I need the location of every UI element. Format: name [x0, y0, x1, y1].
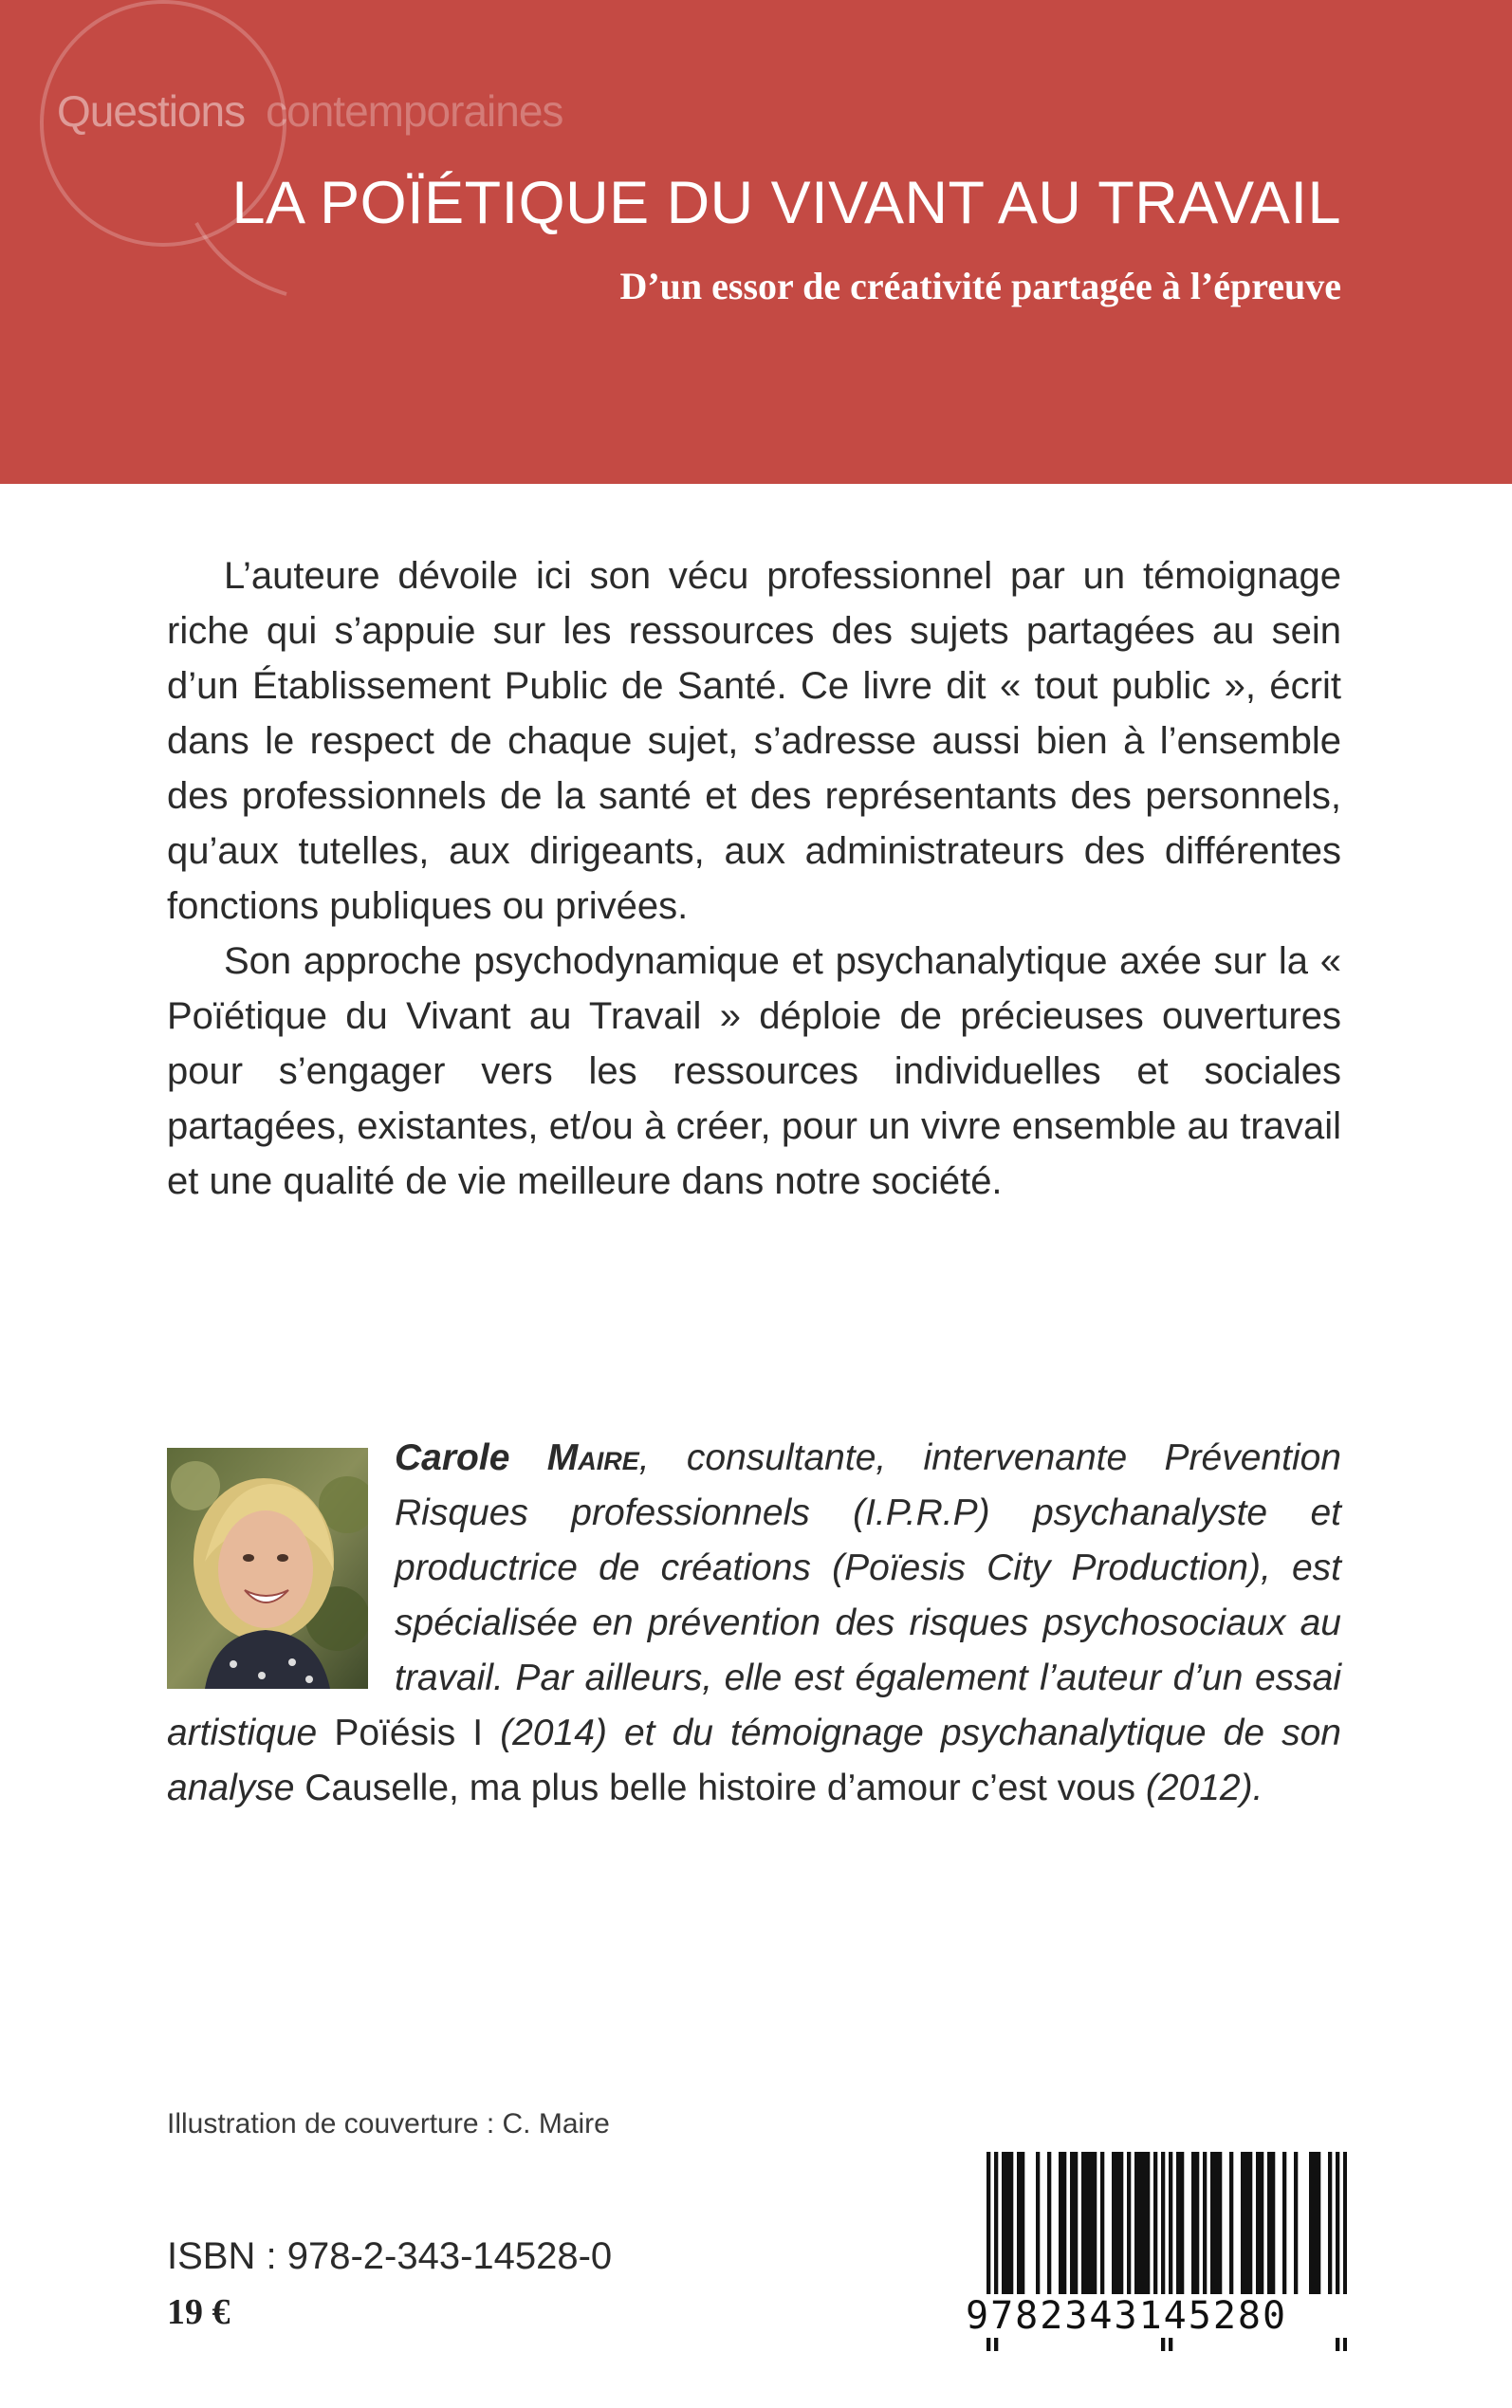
- bio-text-c: (2012).: [1135, 1768, 1263, 1808]
- price: 19 €: [167, 2292, 230, 2332]
- author-bio: [167, 1431, 1341, 1816]
- author-last-name: Maire: [546, 1437, 639, 1478]
- bio-text-a: , consultante, intervenante Prévention Risques professionnels (I.P.R.P) psychanalyste et productrice de créations (Poïesis City Production), est spécialisée en prévention des risques psychosociaux au travail. Par ailleurs, elle est également l’auteur d’un essai artistique: [167, 1437, 1341, 1753]
- blurb-paragraph-2: Son approche psychodynamique et psychanalytique axée sur la « Poïétique du Vivant au Travail » déploie de précieuses ouvertures pour s’engager vers les ressources individuelles et sociales partagées, existantes, et/ou à créer, pour un vivre ensemble au travail et une qualité de vie meilleure dans notre société.: [167, 940, 1341, 1202]
- author-first-name: Carole: [395, 1437, 510, 1478]
- back-cover-blurb: [167, 548, 1341, 1209]
- barcode-digits: 9782343145280: [966, 2294, 1347, 2338]
- cover-header: [0, 0, 1512, 484]
- q-letter-logo-icon: [21, 0, 305, 313]
- isbn: ISBN : 978-2-343-14528-0: [167, 2235, 613, 2277]
- collection-word-2: contemporaines: [266, 86, 563, 136]
- book-title: LA POÏÉTIQUE DU VIVANT AU TRAVAIL: [231, 170, 1341, 236]
- blurb-paragraph-1: L’auteure dévoile ici son vécu professionnel par un témoignage riche qui s’appuie sur les ressources des sujets partagées au sein d’un Établissement Public de Santé. Ce livre dit « tout public », écrit dans le respect de chaque sujet, s’adresse aussi bien à l’ensemble des professionnels de la santé et des représentants des personnels, qu’aux tutelles, aux dirigeants, aux administrateurs des différentes fonctions publiques ou privées.: [167, 555, 1341, 927]
- cover-illustration-credit: Illustration de couverture : C. Maire: [167, 2108, 610, 2139]
- bio-work-2: Causelle, ma plus belle histoire d’amour c’est vous: [304, 1768, 1136, 1808]
- bio-work-1: Poïésis I: [334, 1713, 484, 1753]
- collection-name: [57, 85, 562, 137]
- book-subtitle: D’un essor de créativité partagée à l’épreuve: [619, 265, 1341, 307]
- collection-word-1: Questions: [57, 86, 246, 136]
- bio-text-b: (2014) et du témoignage psychanalytique de son analyse: [167, 1713, 1341, 1808]
